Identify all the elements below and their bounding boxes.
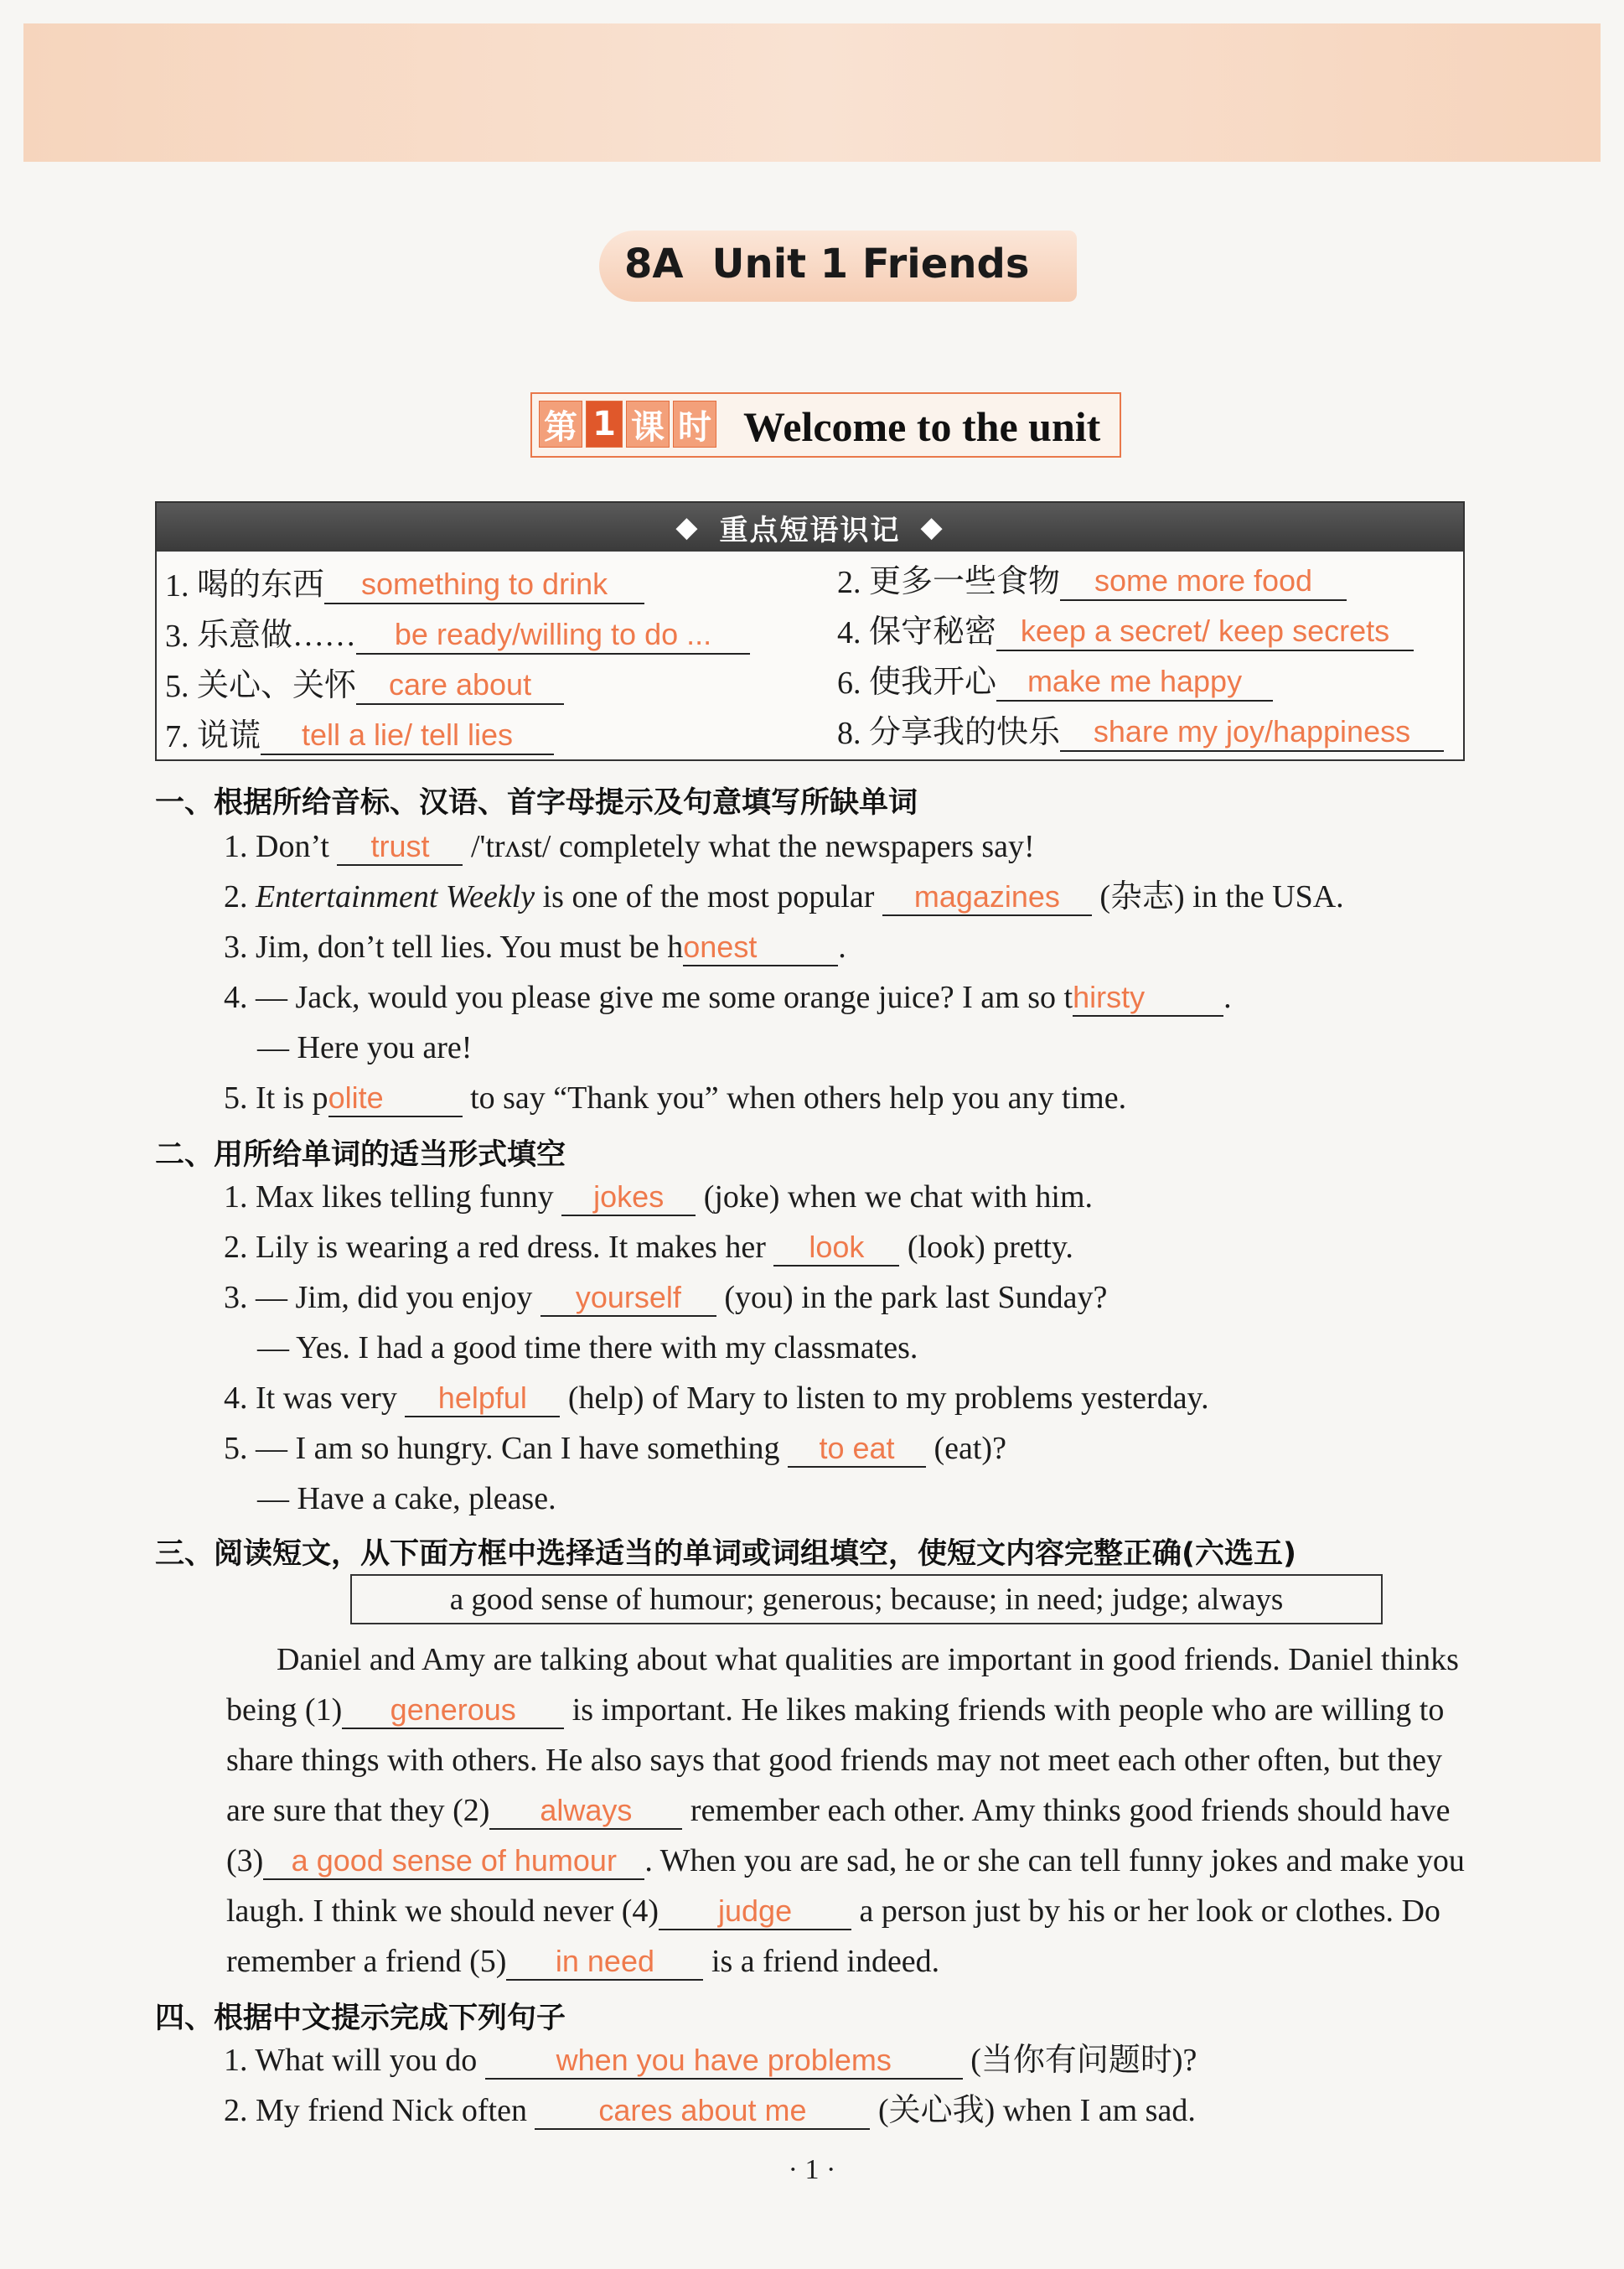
phrase-item: 1. 喝的东西 something to drink xyxy=(165,558,644,604)
phrase-item: 7. 说谎 tell a lie/ tell lies xyxy=(165,709,554,755)
phrase-item: 2. 更多一些食物 some more food xyxy=(837,555,1347,601)
answer-blank: magazines xyxy=(882,878,1092,916)
heading-text: 重点短语识记 xyxy=(719,513,901,547)
answer-blank: onest xyxy=(683,929,838,966)
section-3-title: 三、阅读短文，从下面方框中选择适当的单词或词组填空，使短文内容完整正确(六选五) xyxy=(155,1537,1296,1571)
phrase-item: 4. 保守秘密 keep a secret/ keep secrets xyxy=(837,605,1414,651)
section-4-title: 四、根据中文提示完成下列句子 xyxy=(155,2002,566,2035)
passage-line: laugh. I think we should never (4) judge a person just by his or her look or clothes. Do xyxy=(226,1893,1440,1931)
lesson-char: 第 xyxy=(539,401,582,448)
phrase-item: 8. 分享我的快乐 share my joy/happiness xyxy=(837,706,1444,752)
passage-line: share things with others. He also says that good friends may not meet each other often, but they xyxy=(226,1743,1443,1778)
lesson-heading xyxy=(530,392,1121,458)
sec4-question-2: 2. My friend Nick often cares about me (关心我) when I am sad. xyxy=(224,2092,1196,2131)
answer-blank: always xyxy=(489,1792,682,1830)
page-number: · 1 · xyxy=(788,2154,836,2185)
lesson-char: 课 xyxy=(626,401,670,448)
lesson-char: 1 xyxy=(586,401,623,448)
answer-blank: cares about me xyxy=(535,2092,870,2130)
passage-line: Daniel and Amy are talking about what qualities are important in good friends. Daniel thinks xyxy=(277,1642,1459,1677)
unit-name: Unit 1 Friends xyxy=(711,241,1030,288)
sec2-question-1: 1. Max likes telling funny jokes (joke) when we chat with him. xyxy=(224,1179,1093,1217)
answer-blank: some more food xyxy=(1060,564,1347,601)
lesson-char: 时 xyxy=(673,401,716,448)
sec1-question-2: 2. Entertainment Weekly is one of the most popular magazines (杂志) in the USA. xyxy=(224,878,1344,917)
answer-blank: look xyxy=(773,1229,899,1267)
answer-blank: to eat xyxy=(788,1430,926,1468)
answer-blank: trust xyxy=(337,828,463,866)
phrase-item: 5. 关心、关怀 care about xyxy=(165,659,564,705)
diamond-icon: ◆ xyxy=(675,510,700,544)
unit-code: 8A xyxy=(624,241,684,288)
answer-blank: olite xyxy=(328,1080,463,1117)
sec2-question-4: 4. It was very helpful (help) of Mary to listen to my problems yesterday. xyxy=(224,1380,1209,1418)
section-2-title: 二、用所给单词的适当形式填空 xyxy=(155,1138,566,1172)
answer-blank: helpful xyxy=(405,1380,560,1417)
lesson-number-badge xyxy=(539,401,716,448)
lesson-title: Welcome to the unit xyxy=(743,403,1101,450)
sec2-question-2: 2. Lily is wearing a red dress. It makes her look (look) pretty. xyxy=(224,1229,1073,1267)
sec1-question-3: 3. Jim, don’t tell lies. You must be honest . xyxy=(224,929,846,967)
passage-line: being (1) generous is important. He likes making friends with people who are willing to xyxy=(226,1691,1444,1730)
sec1-question-4-reply: — Here you are! xyxy=(257,1030,473,1065)
key-phrases-box xyxy=(155,501,1465,761)
phrase-item: 3. 乐意做…… be ready/willing to do ... xyxy=(165,609,750,655)
answer-blank: care about xyxy=(356,668,564,705)
unit-title xyxy=(599,222,1077,314)
answer-blank: make me happy xyxy=(996,665,1273,702)
answer-blank: jokes xyxy=(561,1179,696,1216)
sec2-question-3: 3. — Jim, did you enjoy yourself (you) in the park last Sunday? xyxy=(224,1279,1107,1318)
answer-blank: keep a secret/ keep secrets xyxy=(996,614,1414,651)
word-options-box: a good sense of humour; generous; because; in need; judge; always xyxy=(350,1574,1383,1624)
sec2-question-3-reply: — Yes. I had a good time there with my classmates. xyxy=(257,1330,918,1365)
sec1-question-4: 4. — Jack, would you please give me some orange juice? I am so thirsty . xyxy=(224,979,1232,1018)
sec1-question-1: 1. Don’t trust /'trʌst/ completely what the newspapers say! xyxy=(224,828,1035,867)
passage-line: are sure that they (2) always remember each other. Amy thinks good friends should have xyxy=(226,1792,1450,1831)
passage-line: remember a friend (5) in need is a friend indeed. xyxy=(226,1943,939,1981)
top-banner xyxy=(23,23,1601,162)
answer-blank: generous xyxy=(342,1691,564,1729)
sec2-question-5: 5. — I am so hungry. Can I have something to eat (eat)? xyxy=(224,1430,1006,1469)
key-phrases-heading xyxy=(157,503,1463,552)
answer-blank: hirsty xyxy=(1073,979,1223,1017)
answer-blank: something to drink xyxy=(324,567,644,604)
phrase-item: 6. 使我开心 make me happy xyxy=(837,655,1273,702)
answer-blank: judge xyxy=(659,1893,851,1930)
answer-blank: tell a lie/ tell lies xyxy=(261,718,554,755)
sec1-question-5: 5. It is polite to say “Thank you” when others help you any time. xyxy=(224,1080,1126,1118)
answer-blank: when you have problems xyxy=(485,2042,963,2080)
passage-line: (3) a good sense of humour . When you are sad, he or she can tell funny jokes and make you xyxy=(226,1842,1465,1881)
answer-blank: a good sense of humour xyxy=(263,1842,644,1880)
diamond-icon: ◆ xyxy=(920,510,944,544)
sec2-question-5-reply: — Have a cake, please. xyxy=(257,1481,556,1516)
answer-blank: in need xyxy=(506,1943,703,1981)
section-1-title: 一、根据所给音标、汉语、首字母提示及句意填写所缺单词 xyxy=(155,786,918,820)
sec4-question-1: 1. What will you do when you have problems (当你有问题时)? xyxy=(224,2042,1197,2080)
answer-blank: be ready/willing to do ... xyxy=(356,618,750,655)
answer-blank: share my joy/happiness xyxy=(1060,715,1444,752)
answer-blank: yourself xyxy=(540,1279,716,1317)
